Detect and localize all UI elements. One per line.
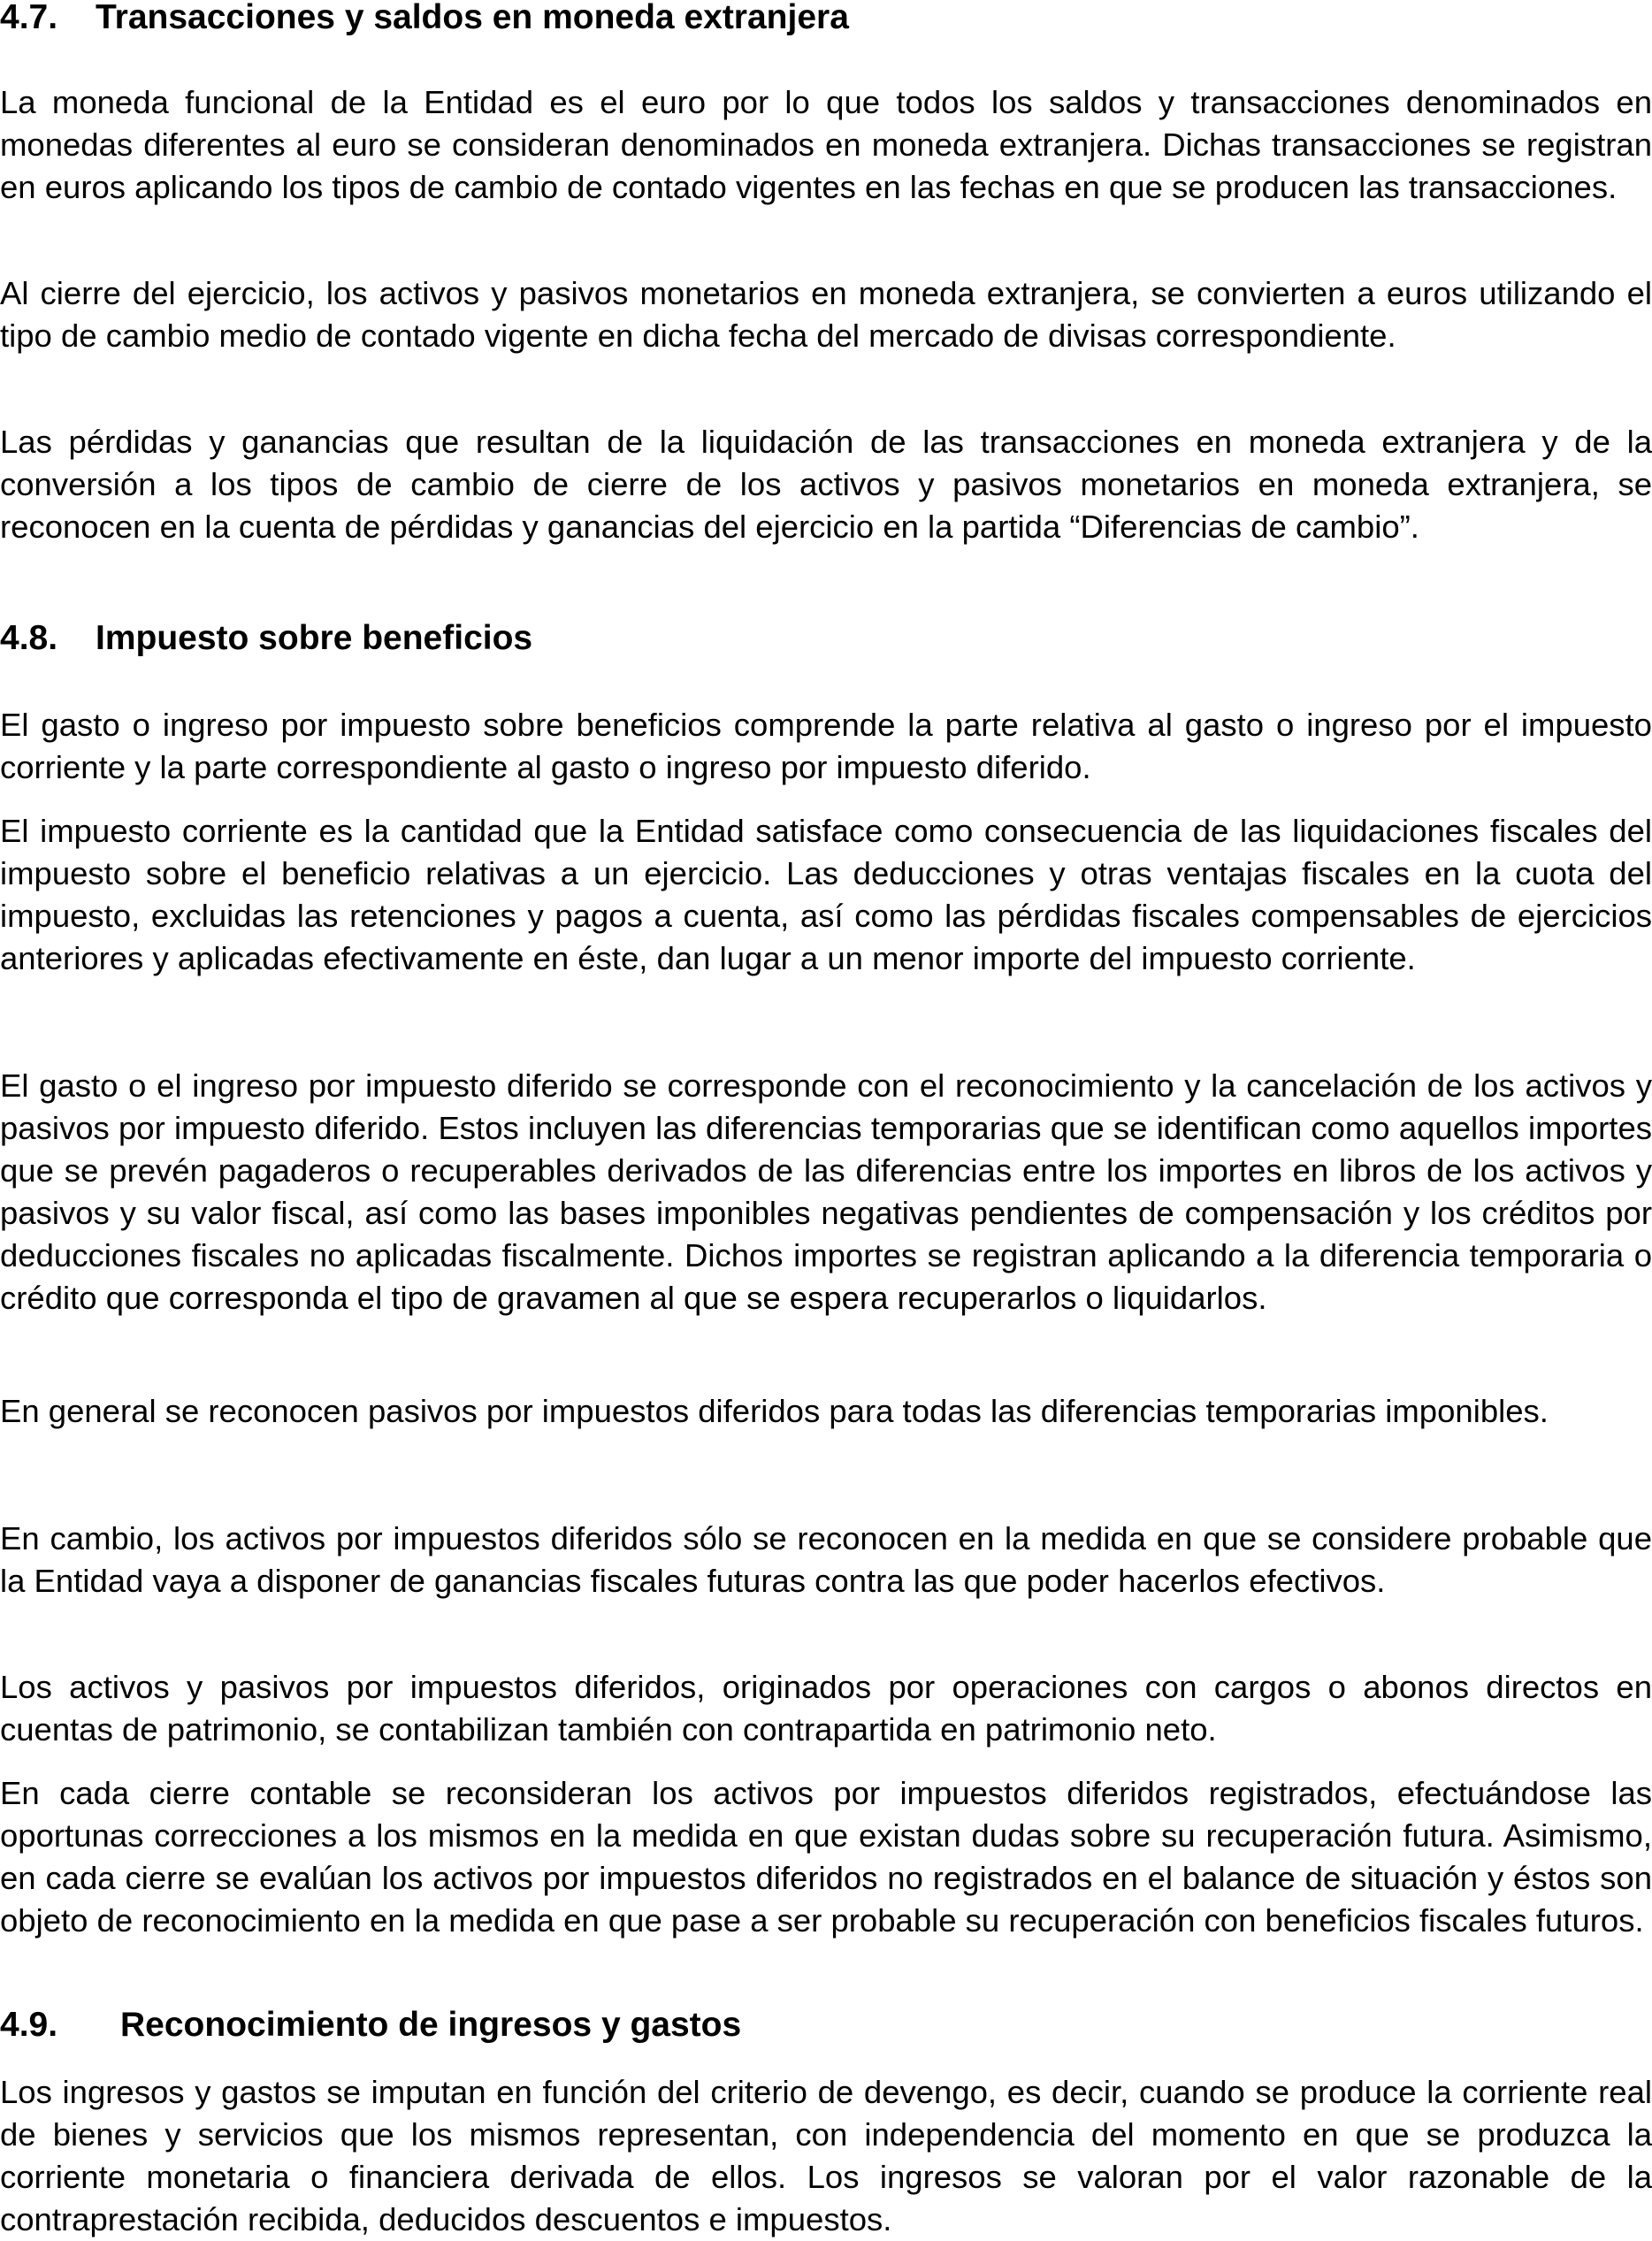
- paragraph: En general se reconocen pasivos por impuestos diferidos para todas las diferencias temporarias imponibles.: [0, 1393, 1549, 1429]
- paragraph: El gasto o el ingreso por impuesto diferido se corresponde con el reconocimiento y la cancelación de los activos y pasivos por impuesto diferido. Estos incluyen las diferencias temporarias que se identifican como aquellos importes que se prevén pagaderos o recuperables derivados de las diferencias entre los importes en libros de los activos y pasivos y su valor fiscal, así como las bases imponibles negativas pendientes de compensación y los créditos por deducciones fiscales no aplicadas fiscalmente. Dichos importes se registran aplicando a la diferencia temporaria o crédito que corresponda el tipo de gravamen al que se espera recuperarlos o liquidarlos.: [0, 1067, 1652, 1316]
- heading-4-7: [0, 0, 1652, 39]
- heading-4-8: [0, 617, 1652, 660]
- paragraph: El impuesto corriente es la cantidad que la Entidad satisface como consecuencia de las liquidaciones fiscales del impuesto sobre el beneficio relativas a un ejercicio. Las deducciones y otras ventajas fiscales en la cuota del impuesto, excluidas las retenciones y pagos a cuenta, así como las pérdidas fiscales compensables de ejercicios anteriores y aplicadas efectivamente en éste, dan lugar a un menor importe del impuesto corriente.: [0, 813, 1652, 976]
- section-title: Transacciones y saldos en moneda extranjera: [96, 0, 849, 36]
- paragraph: La moneda funcional de la Entidad es el euro por lo que todos los saldos y transacciones denominados en monedas diferentes al euro se consideran denominados en moneda extranjera. Dichas transacciones se registran en euros aplicando los tipos de cambio de contado vigentes en las fechas en que se producen las transacciones.: [0, 84, 1652, 205]
- paragraph: Los ingresos y gastos se imputan en función del criterio de devengo, es decir, cuando se produce la corriente real de bienes y servicios que los mismos representan, con independencia del momento en que se produzca la corriente monetaria o financiera derivada de ellos. Los ingresos se valoran por el valor razonable de la contraprestación recibida, deducidos descuentos e impuestos.: [0, 2074, 1652, 2237]
- section-number: 4.9.: [0, 2006, 58, 2044]
- paragraph: En cada cierre contable se reconsideran los activos por impuestos diferidos registrados, efectuándose las oportunas correcciones a los mismos en la medida en que existan dudas sobre su recuperación futura. Asimismo, en cada cierre se evalúan los activos por impuestos diferidos no registrados en el balance de situación y éstos son objeto de reconocimiento en la medida en que pase a ser probable su recuperación con beneficios fiscales futuros.: [0, 1775, 1652, 1939]
- heading-4-9: [0, 2004, 1652, 2046]
- paragraph: Al cierre del ejercicio, los activos y pasivos monetarios en moneda extranjera, se convierten a euros utilizando el tipo de cambio medio de contado vigente en dicha fecha del mercado de divisas correspondiente.: [0, 275, 1652, 354]
- section-number: 4.8.: [0, 619, 58, 657]
- section-title: Impuesto sobre beneficios: [96, 619, 533, 657]
- section-title: Reconocimiento de ingresos y gastos: [120, 2006, 742, 2044]
- paragraph: El gasto o ingreso por impuesto sobre beneficios comprende la parte relativa al gasto o ingreso por el impuesto corriente y la parte correspondiente al gasto o ingreso por impuesto diferido.: [0, 707, 1652, 785]
- paragraph: En cambio, los activos por impuestos diferidos sólo se reconocen en la medida en que se considere probable que la Entidad vaya a disponer de ganancias fiscales futuras contra las que poder hacerlos efectivos.: [0, 1520, 1652, 1599]
- paragraph: Los activos y pasivos por impuestos diferidos, originados por operaciones con cargos o abonos directos en cuentas de patrimonio, se contabilizan también con contrapartida en patrimonio neto.: [0, 1669, 1652, 1748]
- section-number: 4.7.: [0, 0, 58, 36]
- paragraph: Las pérdidas y ganancias que resultan de la liquidación de las transacciones en moneda extranjera y de la conversión a los tipos de cambio de cierre de los activos y pasivos monetarios en moneda extranjera, se reconocen en la cuenta de pérdidas y ganancias del ejercicio en la partida “Diferencias de cambio”.: [0, 424, 1652, 545]
